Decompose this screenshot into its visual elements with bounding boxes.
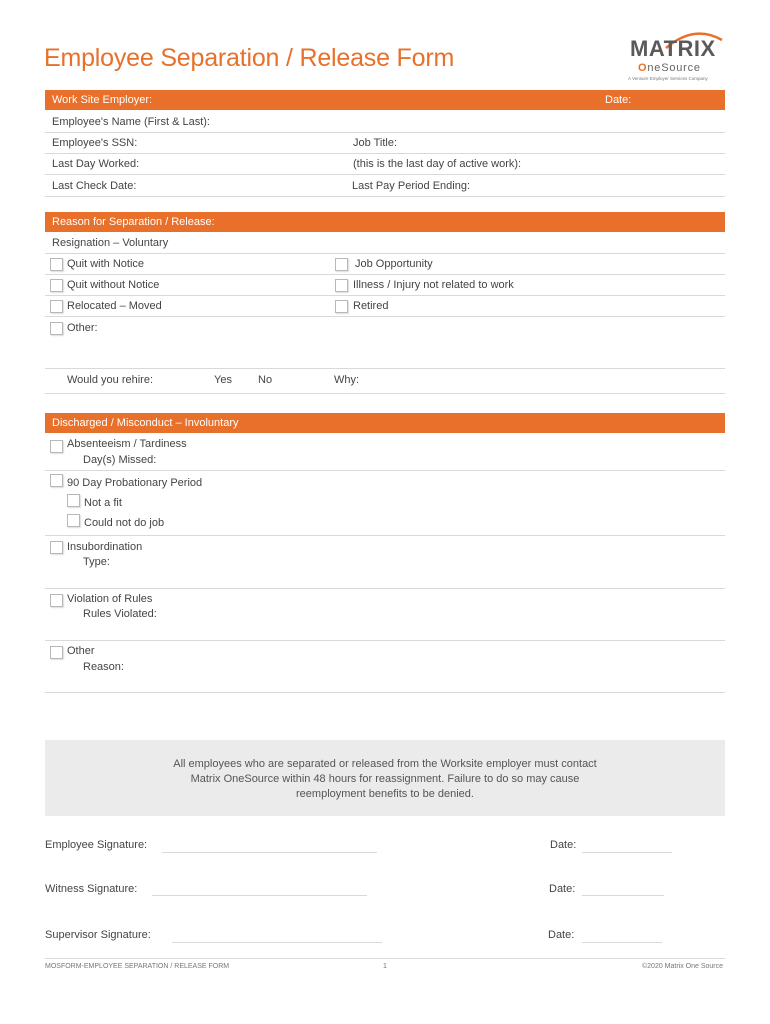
divider [45, 692, 725, 693]
rules-violated-label: Rules Violated: [83, 608, 157, 620]
notice-box [45, 740, 725, 816]
witness-date-label: Date: [549, 883, 576, 895]
last-day-worked-label: Last Day Worked: [52, 158, 140, 170]
supervisor-date-line[interactable] [582, 942, 662, 943]
divider [45, 295, 725, 296]
could-not-do-job-label: Could not do job [84, 517, 165, 529]
witness-signature-label: Witness Signature: [45, 883, 138, 895]
divider [45, 174, 725, 175]
supervisor-date-label: Date: [548, 929, 575, 941]
divider [45, 253, 725, 254]
divider [45, 368, 725, 369]
violation-label: Violation of Rules [67, 593, 153, 605]
date-label: Date: [605, 94, 632, 106]
employer-info-header [45, 90, 725, 110]
work-site-employer-label: Work Site Employer: [52, 94, 153, 106]
witness-signature-line[interactable] [152, 895, 367, 896]
probation-label: 90 Day Probationary Period [67, 477, 203, 489]
employee-signature-label: Employee Signature: [45, 839, 148, 851]
reason-section-header [45, 212, 725, 232]
footer-copyright: ©2020 Matrix One Source [642, 963, 724, 970]
quit-with-notice-checkbox[interactable] [50, 258, 63, 271]
relocated-checkbox[interactable] [50, 300, 63, 313]
divider [45, 132, 725, 133]
job-opportunity-checkbox[interactable] [335, 258, 348, 271]
matrix-onesource-logo [626, 28, 728, 84]
divider [45, 640, 725, 641]
not-a-fit-checkbox[interactable] [67, 494, 80, 507]
divider [45, 470, 725, 471]
supervisor-signature-line[interactable] [172, 942, 382, 943]
quit-without-notice-label: Quit without Notice [67, 279, 160, 291]
page-title: Employee Separation / Release Form [44, 44, 455, 72]
divider [45, 274, 725, 275]
other-checkbox[interactable] [50, 322, 63, 335]
could-not-do-job-checkbox[interactable] [67, 514, 80, 527]
illness-checkbox[interactable] [335, 279, 348, 292]
why-label: Why: [334, 374, 360, 386]
divider [45, 393, 725, 394]
absenteeism-checkbox[interactable] [50, 440, 63, 453]
divider [45, 588, 725, 589]
rehire-no-option[interactable]: No [258, 374, 273, 386]
reason-label: Reason: [83, 661, 124, 673]
ssn-label: Employee's SSN: [52, 137, 138, 149]
not-a-fit-label: Not a fit [84, 497, 122, 509]
divider [45, 535, 725, 536]
discharged-section-title: Discharged / Misconduct – Involuntary [52, 417, 239, 429]
illness-label: Illness / Injury not related to work [353, 279, 514, 291]
supervisor-signature-label: Supervisor Signature: [45, 929, 151, 941]
other-discharge-label: Other [67, 645, 95, 657]
witness-date-line[interactable] [582, 895, 664, 896]
last-day-note-label: (this is the last day of active work): [353, 158, 522, 170]
insubordination-label: Insubordination [67, 541, 143, 553]
retired-label: Retired [353, 300, 389, 312]
rehire-label: Would you rehire: [67, 374, 154, 386]
job-opportunity-label: Job Opportunity [355, 258, 433, 270]
job-title-label: Job Title: [353, 137, 398, 149]
footer-divider [45, 958, 725, 959]
footer-form-id: MOSFORM-EMPLOYEE SEPARATION / RELEASE FORM [45, 963, 230, 970]
employee-date-line[interactable] [582, 852, 672, 853]
divider [45, 153, 725, 154]
quit-with-notice-label: Quit with Notice [67, 258, 145, 270]
other-discharge-checkbox[interactable] [50, 646, 63, 659]
logo-wordmark: MATRIX [630, 36, 716, 61]
footer-page-number: 1 [383, 963, 387, 970]
rehire-yes-option[interactable]: Yes [214, 374, 232, 386]
employee-signature-line[interactable] [162, 852, 377, 853]
notice-text: All employees who are separated or released from the Worksite employer must contact Matrix OneSource within 48 hours for reassignment. Failure to do so may cause reemployment benefits to be denied. [173, 758, 597, 800]
employee-date-label: Date: [550, 839, 577, 851]
employee-name-label: Employee's Name (First & Last): [52, 116, 210, 128]
discharged-section-header [45, 413, 725, 433]
retired-checkbox[interactable] [335, 300, 348, 313]
logo-tagline: A Vensure Employer Services Company [628, 76, 708, 81]
violation-checkbox[interactable] [50, 594, 63, 607]
reason-section-title: Reason for Separation / Release: [52, 216, 215, 228]
resignation-label: Resignation – Voluntary [52, 237, 169, 249]
relocated-label: Relocated – Moved [67, 300, 162, 312]
divider [45, 196, 725, 197]
quit-without-notice-checkbox[interactable] [50, 279, 63, 292]
last-check-date-label: Last Check Date: [52, 180, 137, 192]
absenteeism-label: Absenteeism / Tardiness [67, 438, 187, 450]
logo-subtitle: OneSource [638, 62, 701, 74]
other-label: Other: [67, 322, 98, 334]
insubordination-checkbox[interactable] [50, 541, 63, 554]
insubordination-type-label: Type: [83, 556, 110, 568]
last-pay-period-label: Last Pay Period Ending: [352, 180, 471, 192]
probation-checkbox[interactable] [50, 474, 63, 487]
days-missed-label: Day(s) Missed: [83, 454, 157, 466]
divider [45, 316, 725, 317]
